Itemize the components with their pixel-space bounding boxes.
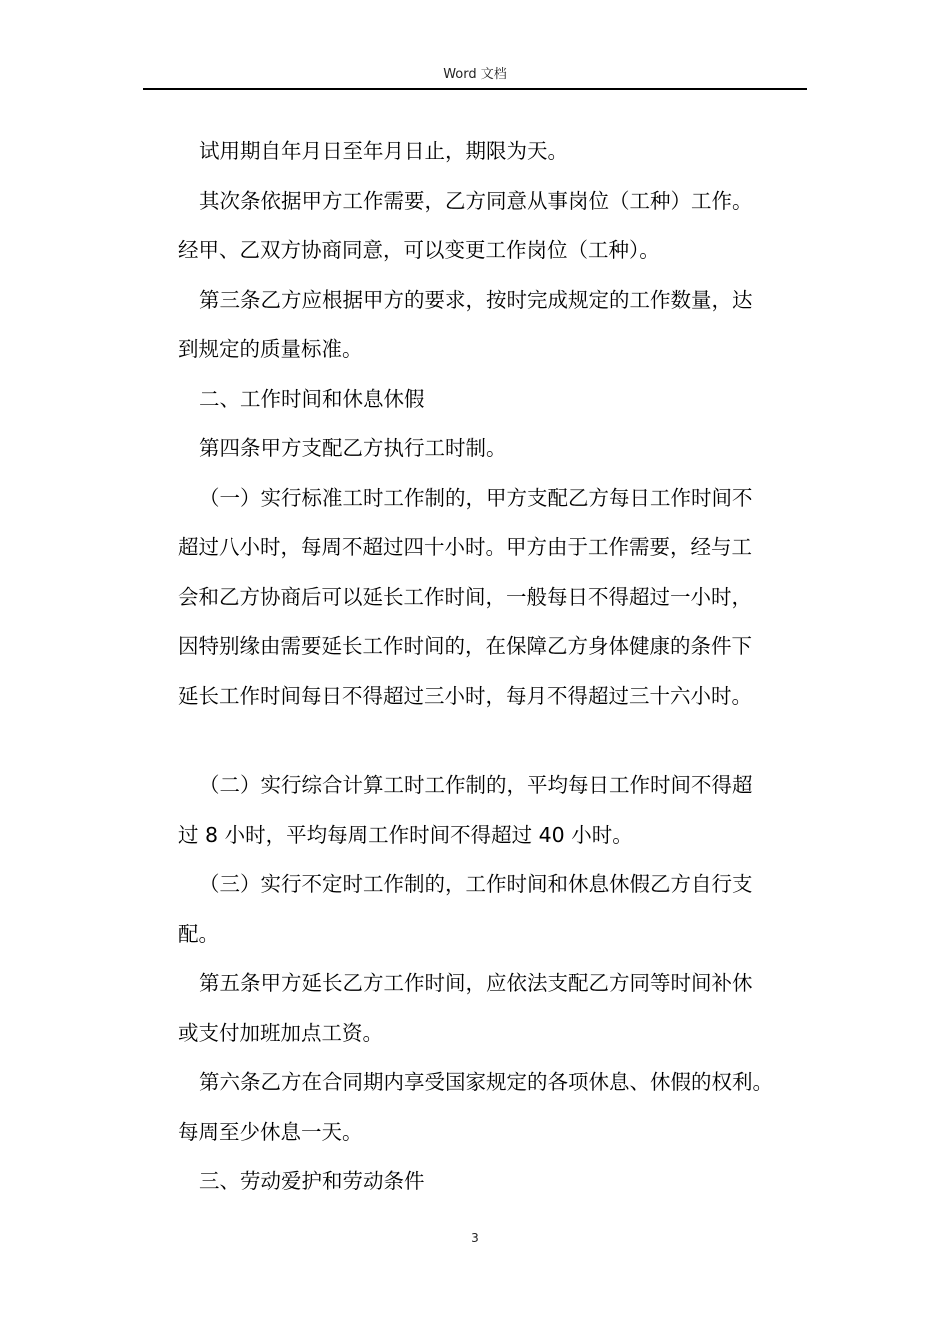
text-line: 配。 <box>178 921 219 946</box>
page-number: 3 <box>471 1231 479 1245</box>
header-divider <box>143 88 807 90</box>
text-line: 过 8 小时，平均每周工作时间不得超过 40 小时。 <box>178 822 633 847</box>
text-line: 延长工作时间每日不得超过三小时，每月不得超过三十六小时。 <box>178 683 752 708</box>
text-line: （二）实行综合计算工时工作制的，平均每日工作时间不得超 <box>199 773 753 797</box>
text-line: 或支付加班加点工资。 <box>178 1020 383 1045</box>
text-line: 超过八小时，每周不超过四十小时。甲方由于工作需要，经与工 <box>178 535 752 559</box>
text-line: 试用期自年月日至年月日止，期限为天。 <box>199 139 568 163</box>
text-line: 第四条甲方支配乙方执行工时制。 <box>199 436 507 460</box>
header-title: Word 文档 <box>443 67 507 82</box>
section-heading: 二、工作时间和休息休假 <box>199 386 425 411</box>
text-line: （一）实行标准工时工作制的，甲方支配乙方每日工作时间不 <box>199 485 753 510</box>
text-line: 到规定的质量标准。 <box>178 337 363 361</box>
text-line: 其次条依据甲方工作需要，乙方同意从事岗位（工种）工作。 <box>199 188 753 213</box>
text-line: 第三条乙方应根据甲方的要求，按时完成规定的工作数量，达 <box>199 287 753 312</box>
text-line: 每周至少休息一天。 <box>178 1119 363 1144</box>
section-heading: 三、劳动爱护和劳动条件 <box>199 1169 425 1193</box>
text-line: 第六条乙方在合同期内享受国家规定的各项休息、休假的权利。 <box>199 1070 773 1094</box>
text-line: 会和乙方协商后可以延长工作时间，一般每日不得超过一小时， <box>178 584 752 609</box>
text-line: （三）实行不定时工作制的，工作时间和休息休假乙方自行支 <box>199 872 753 896</box>
text-line: 因特别缘由需要延长工作时间的，在保障乙方身体健康的条件下 <box>178 634 752 658</box>
paragraph-gap <box>178 721 808 761</box>
document-body <box>178 127 808 1207</box>
text-line: 第五条甲方延长乙方工作时间，应依法支配乙方同等时间补休 <box>199 971 753 995</box>
text-line: 经甲、乙双方协商同意，可以变更工作岗位（工种）。 <box>178 238 660 262</box>
